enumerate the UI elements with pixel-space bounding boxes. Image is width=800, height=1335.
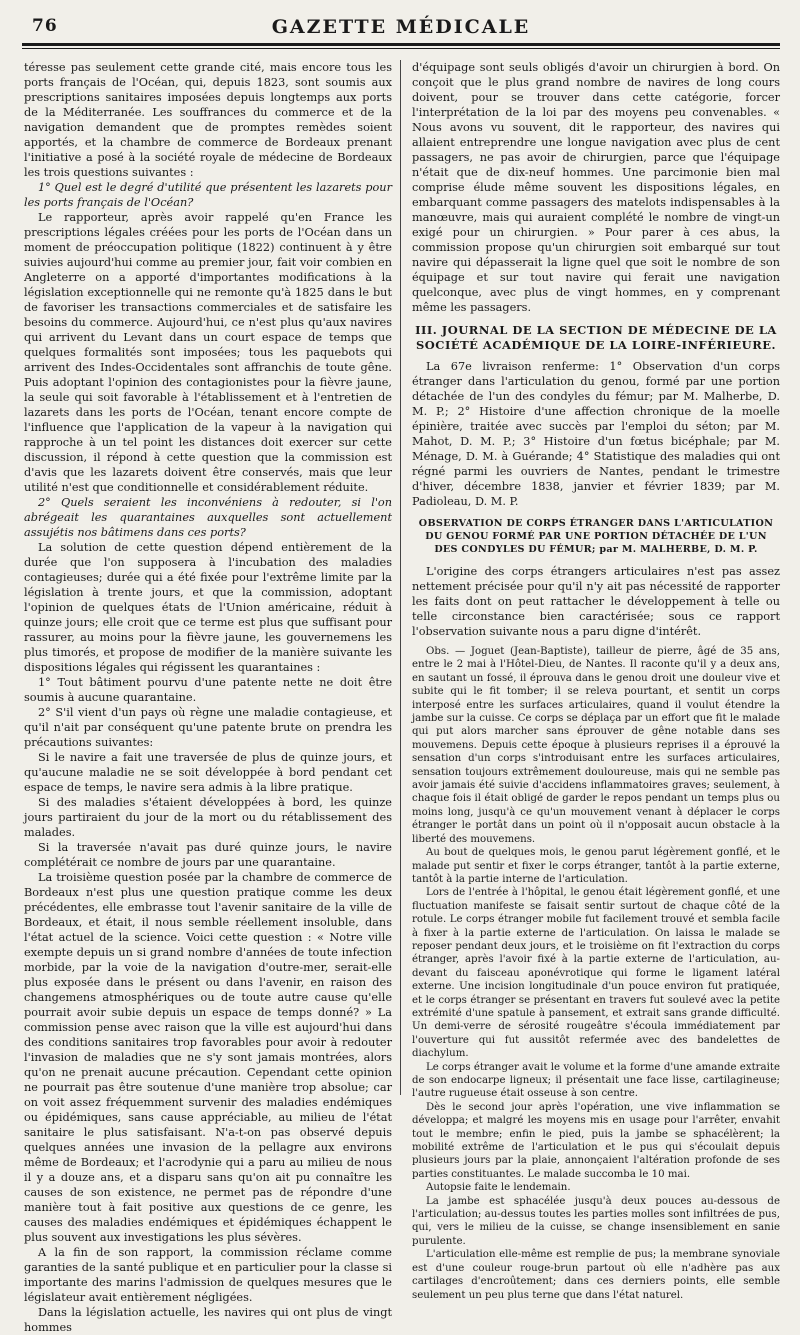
paragraph: Si la traversée n'avait pas duré quinze jours, le navire complétérait ce nombre de jours par une quarantaine. bbox=[24, 841, 392, 869]
column-divider bbox=[400, 60, 401, 1095]
paragraph: La troisième question posée par la chambre de commerce de Bordeaux n'est plus une question pratique comme les deux précédentes, elle embrasse tout l'avenir sanitaire de la ville de Bordeaux, et était, il nous semble réellement insoluble, dans l'état actuel de la science. Voici cette question : « Notre ville exempte depuis un si grand nombre d'années de toute infection morbide, par la voie de la navigation d'outre-mer, serait-elle plus exposée dans le présent ou dans l'avenir, en raison des changemens atmosphériques ou de toute autre cause qu'elle pourrait avoir subie depuis un espace de temps donné? » La commission pense avec raison que la ville est aujourd'hui dans des conditions sanitaires trop favorables pour avoir à redouter l'invasion de maladies que ne s'y sont jamais montrées, alors qu'on ne prenait aucune précaution. Cependant cette opinion ne pourrait pas être soutenue d'une manière trop absolue; car on voit assez fréquemment survenir des maladies endémiques ou épidémiques, sans cause appréciable, au milieu de l'état sanitaire le plus satisfaisant. N'a-t-on pas observé depuis quelques années une invasion de la pellagre aux environs même de Bordeaux; et l'acrodynie qui a paru au milieu de nous il y a douze ans, et a disparu sans qu'on ait pu connaître les causes de son existence, ne permet pas de répondre d'une manière tout à fait positive aux questions de ce genre, les causes des maladies endémiques et épidémiques échappent le plus souvent aux investigations les plus sévères. bbox=[24, 871, 392, 1244]
observation-paragraph: Au bout de quelques mois, le genou parut légèrement gonflé, et le malade put sentir et fixer le corps étranger, tantôt à la partie externe, tantôt à la partie interne de l'articulation. bbox=[412, 847, 780, 885]
paragraph: 2° S'il vient d'un pays où règne une maladie contagieuse, et qu'il n'ait par conséquent qu'une patente brute on prendra les précautions suivantes: bbox=[24, 706, 392, 749]
observation-paragraph: Lors de l'entrée à l'hôpital, le genou était légèrement gonflé, et une fluctuation manifeste se faisait sentir surtout de chaque côté de la rotule. Le corps étranger mobile fut facilement trouvé et sembla facile à fixer à la partie externe de l'articulation. On laissa le malade se reposer pendant deux jours, et le troisième on fit l'extraction du corps étranger, après l'avoir fixé à la partie externe de l'articulation, au-devant du faisceau aponévrotique qui forme le ligament latéral externe. Une incision longitudinale d'un pouce environ fut pratiquée, et le corps étranger se présentant en travers fut soulevé avec la petite extrémité d'une spatule à pansement, et extrait sans grande difficulté. Un demi-verre de sérosité rougeâtre s'écoula immédiatement par l'ouverture qui fut aussitôt refermée avec des bandelettes de diachylum. bbox=[412, 887, 780, 1060]
journal-title: GAZETTE MÉDICALE bbox=[271, 16, 531, 38]
observation-paragraph: Obs. — Joguet (Jean-Baptiste), tailleur de pierre, âgé de 35 ans, entre le 2 mai à l'Hôtel-Dieu, de Nantes. Il raconte qu'il y a deux ans, en sautant un fossé, il éprouva dans le genou droit une douleur vive et subite qui le fit tomber; il se releva pourtant, et sentit un corps interposé entre les surfaces articulaires, quand il voulut étendre la jambe sur la cuisse. Ce corps se déplaça par un effort que fit le malade qui put alors marcher sans éprouver de gêne notable dans ses mouvemens. Depuis cette époque à plusieurs reprises il a éprouvé la sensation d'un corps s'introduisant entre les surfaces articulaires, sensation toujours extrêmement douloureuse, mais qui ne semble pas avoir jamais été suivie d'accidens inflammatoires graves; seulement, à chaque fois il était obligé de garder le repos pendant un temps plus ou moins long, jusqu'à ce qu'un mouvement venant à déplacer le corps étranger le portât dans un point où il n'opposait aucun obstacle à la liberté des mouvemens. bbox=[412, 646, 780, 845]
paragraph: La 67e livraison renferme: 1° Observation d'un corps étranger dans l'articulation du genou, formé par une portion détachée de l'un des condyles du fémur; par M. Malherbe, D. M. P.; 2° Histoire d'une affection chronique de la moelle épinière, traitée avec succès par l'emploi du séton; par M. Mahot, D. M. P.; 3° Histoire d'un fœtus bicéphale; par M. Ménage, D. M. à Guérande; 4° Statistique des maladies qui ont régné parmi les ouvriers de Nantes, pendant le trimestre d'hiver, décembre 1838, janvier et février 1839; par M. Padioleau, D. M. P. bbox=[412, 360, 780, 508]
observation-paragraph: Le corps étranger avait le volume et la forme d'une amande extraite de son endocarpe ligneux; il présentait une face lisse, cartilagineuse; l'autre rugueuse était osseuse à son centre. bbox=[412, 1061, 780, 1100]
observation-paragraph: La jambe est sphacélée jusqu'à deux pouces au-dessous de l'articulation; au-dessus toutes les parties molles sont infiltrées de pus, qui, vers le milieu de la cuisse, se change insensiblement en sanie purulente. bbox=[412, 1195, 780, 1247]
paragraph: Si le navire a fait une traversée de plus de quinze jours, et qu'aucune maladie ne se soit développée à bord pendant cet espace de temps, le navire sera admis à la libre pratique. bbox=[24, 751, 392, 794]
observation-title: OBSERVATION DE CORPS ÉTRANGER DANS L'ARTICULATION DU GENOU FORMÉ PAR UNE PORTION DÉTACHÉE DE L'UN DES CONDYLES DU FÉMUR; par M. MALHERBE, D. M. P. bbox=[418, 518, 774, 555]
paragraph: d'équipage sont seuls obligés d'avoir un chirurgien à bord. On conçoit que le plus grand nombre de navires de long cours doivent, pour se trouver dans cette catégorie, forcer l'interprétation de la loi par des moyens peu convenables. « Nous avons vu souvent, dit le rapporteur, des navires qui allaient entreprendre une longue navigation avec plus de cent passagers, ne pas avoir de chirurgien, parce que l'équipage n'était que de dix-neuf hommes. Une parcimonie bien mal comprise élude même souvent les dispositions légales, en embarquant comme passagers des matelots indispensables à la manœuvre, mais qui auraient complété le nombre de vingt-un exigé pour un chirurgien. » Pour parer à ces abus, la commission propose qu'un chirurgien soit embarqué sur tout navire qui dépasserait la ligne quel que soit le nombre de son équipage et sur tout navire qui ferait une navigation quelconque, avec plus de vingt hommes, en y comprenant même les passagers. bbox=[412, 61, 780, 314]
observation-paragraph: L'articulation elle-même est remplie de pus; la membrane synoviale est d'une couleur rouge-brun partout où elle n'adhère pas aux cartilages d'encroûtement; dans ces derniers points, elle semble seulement un peu plus terne que dans l'état naturel. bbox=[412, 1249, 780, 1301]
paragraph: A la fin de son rapport, la commission réclame comme garanties de la santé publique et en particulier pour la classe si importante des marins l'admission de quelques mesures que le législateur avait entièrement négligées. bbox=[24, 1246, 392, 1304]
paragraph: La solution de cette question dépend entièrement de la durée que l'on supposera à l'incubation des maladies contagieuses; durée qui a été fixée pour l'extrême limite par la législation à trente jours, et que la commission, adoptant l'opinion de quelques états de l'Union américaine, réduit à quinze jours; elle croit que ce terme est plus que suffisant pour rassurer, au moins pour la fièvre jaune, les gouvernemens les plus timorés, et propose de modifier de la manière suivante les dispositions légales qui régissent les quarantaines : bbox=[24, 541, 392, 674]
question-1: 1° Quel est le degré d'utilité que présentent les lazarets pour les ports français de l'Océan? bbox=[24, 181, 392, 209]
page-number: 76 bbox=[32, 16, 58, 36]
paragraph: Si des maladies s'étaient développées à bord, les quinze jours partiraient du jour de la mort ou du rétablissement des malades. bbox=[24, 796, 392, 839]
page-header bbox=[22, 14, 780, 44]
autopsy-heading: Autopsie faite le lendemain. bbox=[426, 1182, 571, 1194]
observation-paragraph: Dès le second jour après l'opération, une vive inflammation se développa; et malgré les moyens mis en usage pour l'arrêter, envahit tout le membre; enfin le pied, puis la jambe se sphacélèrent; la mobilité extrême de l'articulation et le pus qui s'écoulait depuis plusieurs jours par la plaie, annonçaient l'altération profonde de ses parties constituantes. Le malade succomba le 10 mai. bbox=[412, 1101, 780, 1180]
paragraph: Le rapporteur, après avoir rappelé qu'en France les prescriptions légales créées pour les ports de l'Océan dans un moment de préoccupation politique (1822) continuent à y être suivies aujourd'hui comme au premier jour, fait voir combien en Angleterre on a apporté d'importantes modifications à la législation exceptionnelle qui ne remonte qu'à 1825 dans le but de favoriser les transactions commerciales et de satisfaire les besoins du commerce. Aujourd'hui, ce n'est plus qu'aux navires qui arrivent du Levant dans un court espace de temps que quelques formalités sont imposées; tous les paquebots qui arrivent des Indes-Occidentales sont affranchis de toute gêne. Puis adoptant l'opinion des contagionistes pour la fièvre jaune, la seule qui soit favorable à l'établissement et à l'entretien de lazarets dans les ports de l'Océan, tenant encore compte de l'influence que l'application de la vapeur à la navigation qui rapproche à un tel point les distances doit exercer sur cette discussion, il répond à cette question que la commission est d'avis que les lazarets doivent être conservés, mais que leur utilité n'est que conditionnelle et considérablement réduite. bbox=[24, 211, 392, 494]
paragraph: téresse pas seulement cette grande cité, mais encore tous les ports français de l'Océan, qui, depuis 1823, sont soumis aux prescriptions sanitaires imposées depuis longtemps aux ports de la Méditerranée. Les souffrances du commerce et de la navigation demandent que de promptes remèdes soient apportés, et la chambre de commerce de Bordeaux prenant l'initiative a posé à la société royale de médecine de Bordeaux les trois questions suivantes : bbox=[24, 61, 392, 179]
paragraph: L'origine des corps étrangers articulaires n'est pas assez nettement précisée pour qu'il n'y ait pas nécessité de rapporter les faits dont on peut rattacher le développement à telle ou telle circonstance bien caractérisée; sous ce rapport l'observation suivante nous a paru digne d'intérêt. bbox=[412, 565, 780, 638]
left-column bbox=[24, 60, 392, 1334]
question-2: 2° Quels seraient les inconvéniens à redouter, si l'on abrégeait les quarantaines auxquelles sont actuellement assujétis nos bâtimens dans ces ports? bbox=[24, 496, 392, 539]
paragraph: 1° Tout bâtiment pourvu d'une patente nette ne doit être soumis à aucune quarantaine. bbox=[24, 676, 392, 704]
paragraph: Dans la législation actuelle, les navires qui ont plus de vingt hommes bbox=[24, 1306, 392, 1334]
right-column bbox=[412, 60, 780, 1301]
header-rule-thin bbox=[22, 48, 780, 49]
section-heading: III. JOURNAL DE LA SECTION DE MÉDECINE DE LA SOCIÉTÉ ACADÉMIQUE DE LA LOIRE-INFÉRIEURE. bbox=[415, 323, 777, 352]
header-rule-thick bbox=[22, 43, 780, 46]
